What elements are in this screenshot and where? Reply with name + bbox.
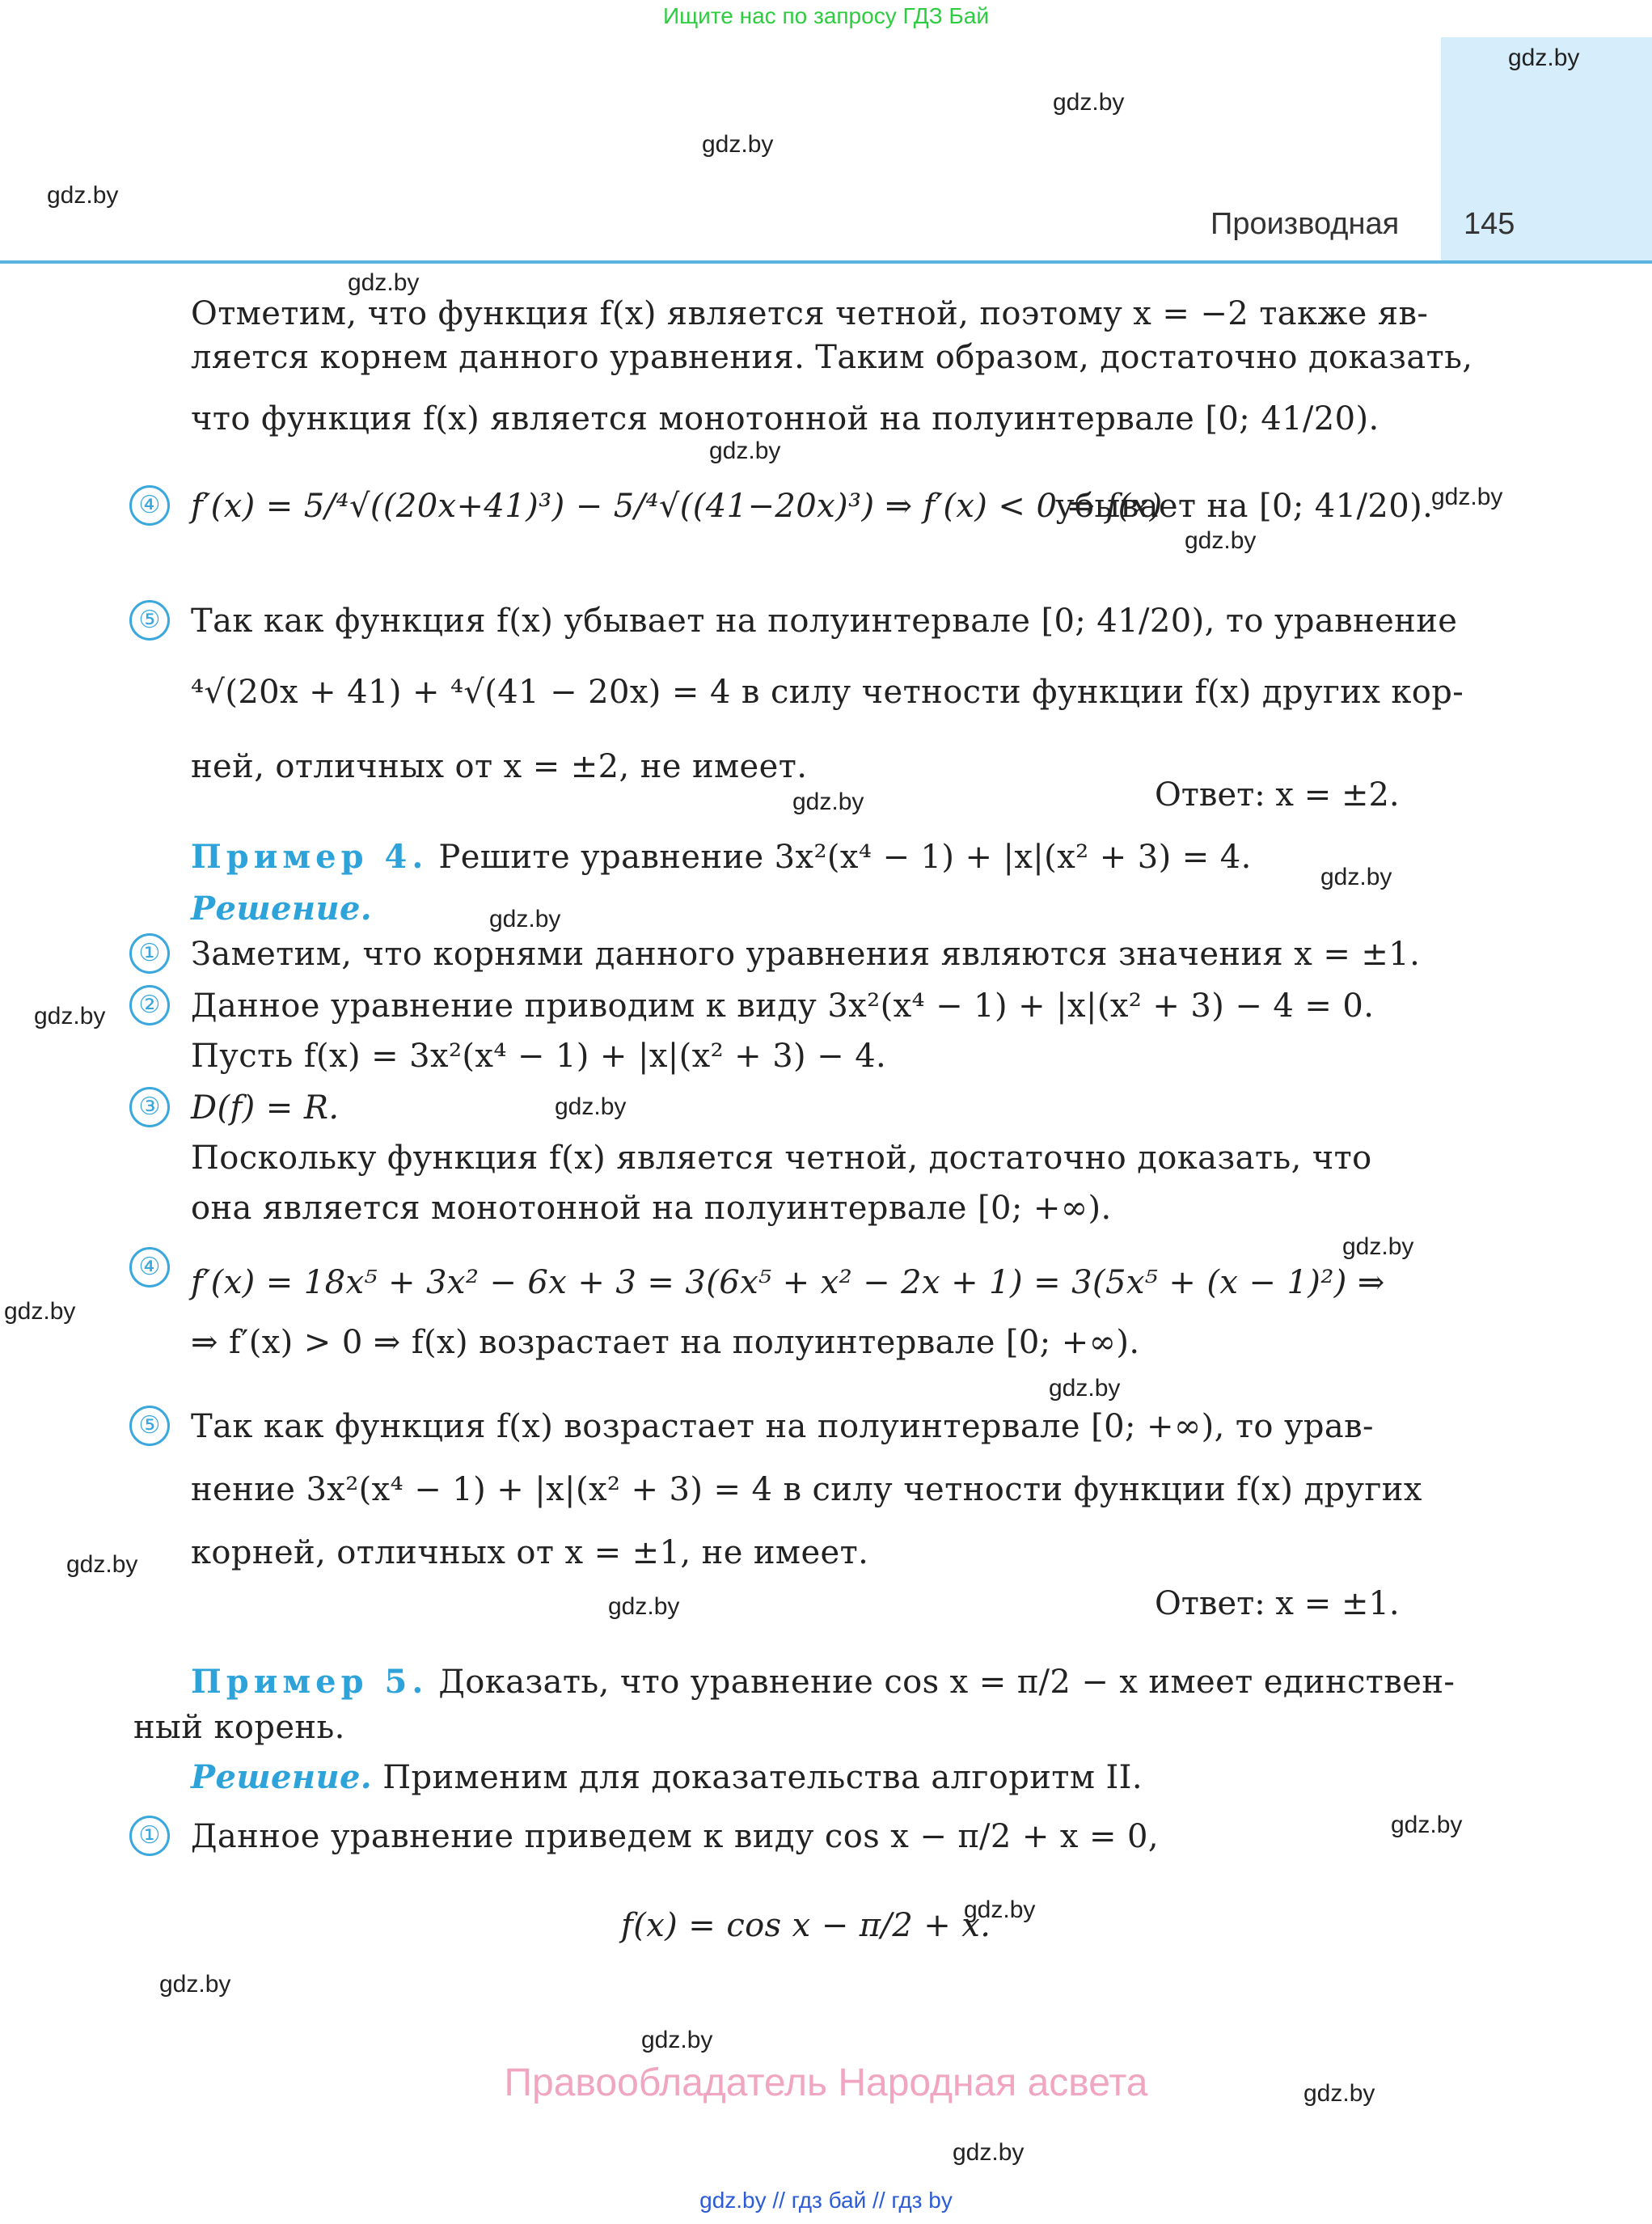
ex4-step-1: Заметим, что корнями данного уравнения являются значения x = ±1.: [191, 936, 1421, 973]
watermark: gdz.by: [792, 789, 864, 815]
watermark: gdz.by: [34, 1003, 106, 1030]
watermark: gdz.by: [1303, 2080, 1375, 2107]
example-5-text-2: ный корень.: [133, 1709, 345, 1746]
step-4-marker: ④: [129, 485, 170, 526]
copyright-notice: Правообладатель Народная асвета: [504, 2061, 1148, 2104]
ex5-step-1: Данное уравнение приведем к виду cos x − π/2 + x = 0,: [191, 1818, 1159, 1855]
top-search-banner: Ищите нас по запросу ГДЗ Бай: [662, 3, 990, 28]
watermark: gdz.by: [1508, 44, 1580, 71]
solution-4-label: Решение.: [191, 890, 373, 928]
watermark: gdz.by: [1431, 484, 1503, 510]
page-number: 145: [1464, 207, 1515, 241]
ex4-step-5b: нение 3x²(x⁴ − 1) + |x|(x² + 3) = 4 в силу четности функции f(x) других: [191, 1471, 1422, 1508]
watermark: gdz.by: [1053, 89, 1125, 116]
ex4-step-3b: Поскольку функция f(x) является четной, достаточно доказать, что: [191, 1139, 1372, 1177]
step-4-text: убывает на [0; 41/20).: [1055, 488, 1434, 525]
footer-links[interactable]: gdz.by // гдз бай // гдз by: [699, 2188, 953, 2213]
watermark: gdz.by: [47, 182, 119, 209]
example-4-text: Решите уравнение 3x²(x⁴ − 1) + |x|(x² + 3) = 4.: [438, 839, 1252, 876]
ex4-step-3c: она является монотонной на полуинтервале [0; +∞).: [191, 1190, 1112, 1227]
watermark: gdz.by: [159, 1971, 231, 1998]
ex5-formula: f(x) = cos x − π/2 + x.: [621, 1907, 991, 1944]
ex4-step-2-marker: ②: [129, 985, 170, 1025]
solution-5-text: Применим для доказательства алгоритм II.: [382, 1759, 1143, 1796]
ex4-step-2b: Пусть f(x) = 3x²(x⁴ − 1) + |x|(x² + 3) − 4.: [191, 1038, 887, 1075]
watermark: gdz.by: [702, 131, 774, 158]
ex4-step-4b: ⇒ f′(x) > 0 ⇒ f(x) возрастает на полуинтервале [0; +∞).: [191, 1324, 1140, 1361]
watermark: gdz.by: [1391, 1812, 1463, 1838]
step-5-line-1: Так как функция f(x) убывает на полуинтервале [0; 41/20), то уравнение: [191, 603, 1458, 640]
chapter-title: Производная: [1210, 207, 1400, 241]
solution-5-line: [191, 1757, 1440, 1799]
ex5-step-1-marker: ①: [129, 1816, 170, 1856]
watermark: gdz.by: [641, 2027, 713, 2053]
watermark: gdz.by: [66, 1551, 138, 1578]
ex4-step-3: D(f) = R.: [191, 1089, 340, 1127]
header-rule: [0, 260, 1652, 264]
step-5-line-2: ⁴√(20x + 41) + ⁴√(41 − 20x) = 4 в силу четности функции f(x) других кор-: [191, 674, 1464, 711]
intro-line-1: Отметим, что функция f(x) является четной, поэтому x = −2 также яв-: [191, 295, 1429, 332]
watermark: gdz.by: [1185, 527, 1257, 554]
ex4-step-3-marker: ③: [129, 1087, 170, 1127]
watermark: gdz.by: [709, 438, 781, 464]
solution-5-label: Решение.: [191, 1758, 373, 1796]
ex4-step-5: Так как функция f(x) возрастает на полуинтервале [0; +∞), то урав-: [191, 1408, 1374, 1445]
intro-line-3: что функция f(x) является монотонной на полуинтервале [0; 41/20).: [191, 400, 1379, 438]
example-4-label: Пример 4.: [191, 838, 429, 876]
watermark: gdz.by: [555, 1093, 627, 1120]
ex4-step-2: Данное уравнение приводим к виду 3x²(x⁴ − 1) + |x|(x² + 3) − 4 = 0.: [191, 987, 1375, 1025]
watermark: gdz.by: [4, 1298, 76, 1325]
derivative-formula: f′(x) = 5/⁴√((20x+41)³) − 5/⁴√((41−20x)³) ⇒ f′(x) < 0 ⇒ f(x): [191, 488, 1163, 525]
watermark: gdz.by: [348, 269, 420, 296]
ex4-step-4-marker: ④: [129, 1247, 170, 1287]
answer-2: Ответ: x = ±1.: [1155, 1585, 1400, 1622]
example-5-text: Доказать, что уравнение cos x = π/2 − x имеет единствен-: [438, 1664, 1456, 1701]
step-5-line-3: ней, отличных от x = ±2, не имеет.: [191, 748, 808, 785]
answer-1: Ответ: x = ±2.: [1155, 776, 1400, 814]
watermark: gdz.by: [608, 1593, 680, 1620]
watermark: gdz.by: [1049, 1375, 1121, 1402]
watermark: gdz.by: [489, 906, 561, 932]
ex4-step-5c: корней, отличных от x = ±1, не имеет.: [191, 1534, 869, 1571]
intro-line-2: ляется корнем данного уравнения. Таким образом, достаточно доказать,: [191, 339, 1473, 376]
ex4-step-4: f′(x) = 18x⁵ + 3x² − 6x + 3 = 3(6x⁵ + x² − 2x + 1) = 3(5x⁵ + (x − 1)²) ⇒: [191, 1264, 1385, 1301]
example-5-heading: [191, 1661, 1456, 1703]
ex4-step-5-marker: ⑤: [129, 1406, 170, 1446]
watermark: gdz.by: [1320, 864, 1392, 890]
watermark: gdz.by: [1342, 1233, 1414, 1260]
step-5-marker: ⑤: [129, 600, 170, 641]
solution-4-label-line: [191, 888, 1440, 930]
example-4-heading: [191, 836, 1440, 878]
watermark: gdz.by: [953, 2139, 1025, 2166]
ex4-step-1-marker: ①: [129, 933, 170, 974]
example-5-label: Пример 5.: [191, 1663, 429, 1701]
watermark: gdz.by: [964, 1896, 1036, 1923]
